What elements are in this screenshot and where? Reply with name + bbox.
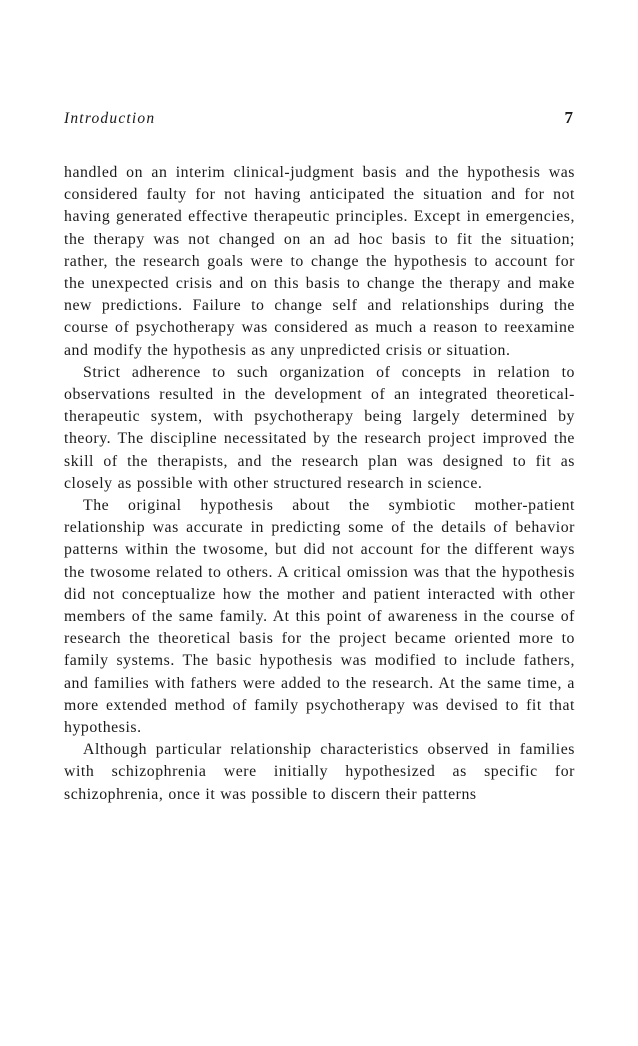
- paragraph-continuation: handled on an interim clinical-judgment basis and the hypothesis was considered faulty for not having anticipated the situation and for not having generated effective therapeutic principles. Except in emergencies, the therapy was not changed on an ad hoc basis to fit the situation; rather, the research goals were to change the hypothesis to account for the unexpected crisis and on this basis to change the therapy and make new predictions. Failure to change self and relationships during the course of psychotherapy was considered as much a reason to reexamine and modify the hypothesis as any unpredicted crisis or situation.: [64, 164, 575, 359]
- paragraph: Strict adherence to such organization of concepts in relation to observations resulted in the development of an integrated theoretical-therapeutic system, with psychotherapy being largely determined by theory. The discipline necessitated by the research project improved the skill of the therapists, and the research plan was designed to fit as closely as possible with other structured research in science.: [64, 363, 575, 492]
- running-header: [64, 108, 575, 132]
- book-page: [64, 108, 575, 806]
- body-text: [64, 162, 575, 806]
- paragraph: Although particular relationship characteristics observed in families with schizophrenia were initially hypothesized as specific for schizophrenia, once it was possible to discern their patterns: [64, 741, 575, 803]
- paragraph: The original hypothesis about the symbiotic mother-patient relationship was accurate in predicting some of the details of behavior patterns within the twosome, but did not account for the different ways the twosome related to others. A critical omission was that the hypothesis did not conceptualize how the mother and patient interacted with other members of the same family. At this point of awareness in the course of research the theoretical basis for the project became oriented more to family systems. The basic hypothesis was modified to include fathers, and families with fathers were added to the research. At the same time, a more extended method of family psychotherapy was devised to fit that hypothesis.: [64, 497, 575, 737]
- page-number: 7: [564, 108, 573, 127]
- running-title: Introduction: [64, 110, 156, 127]
